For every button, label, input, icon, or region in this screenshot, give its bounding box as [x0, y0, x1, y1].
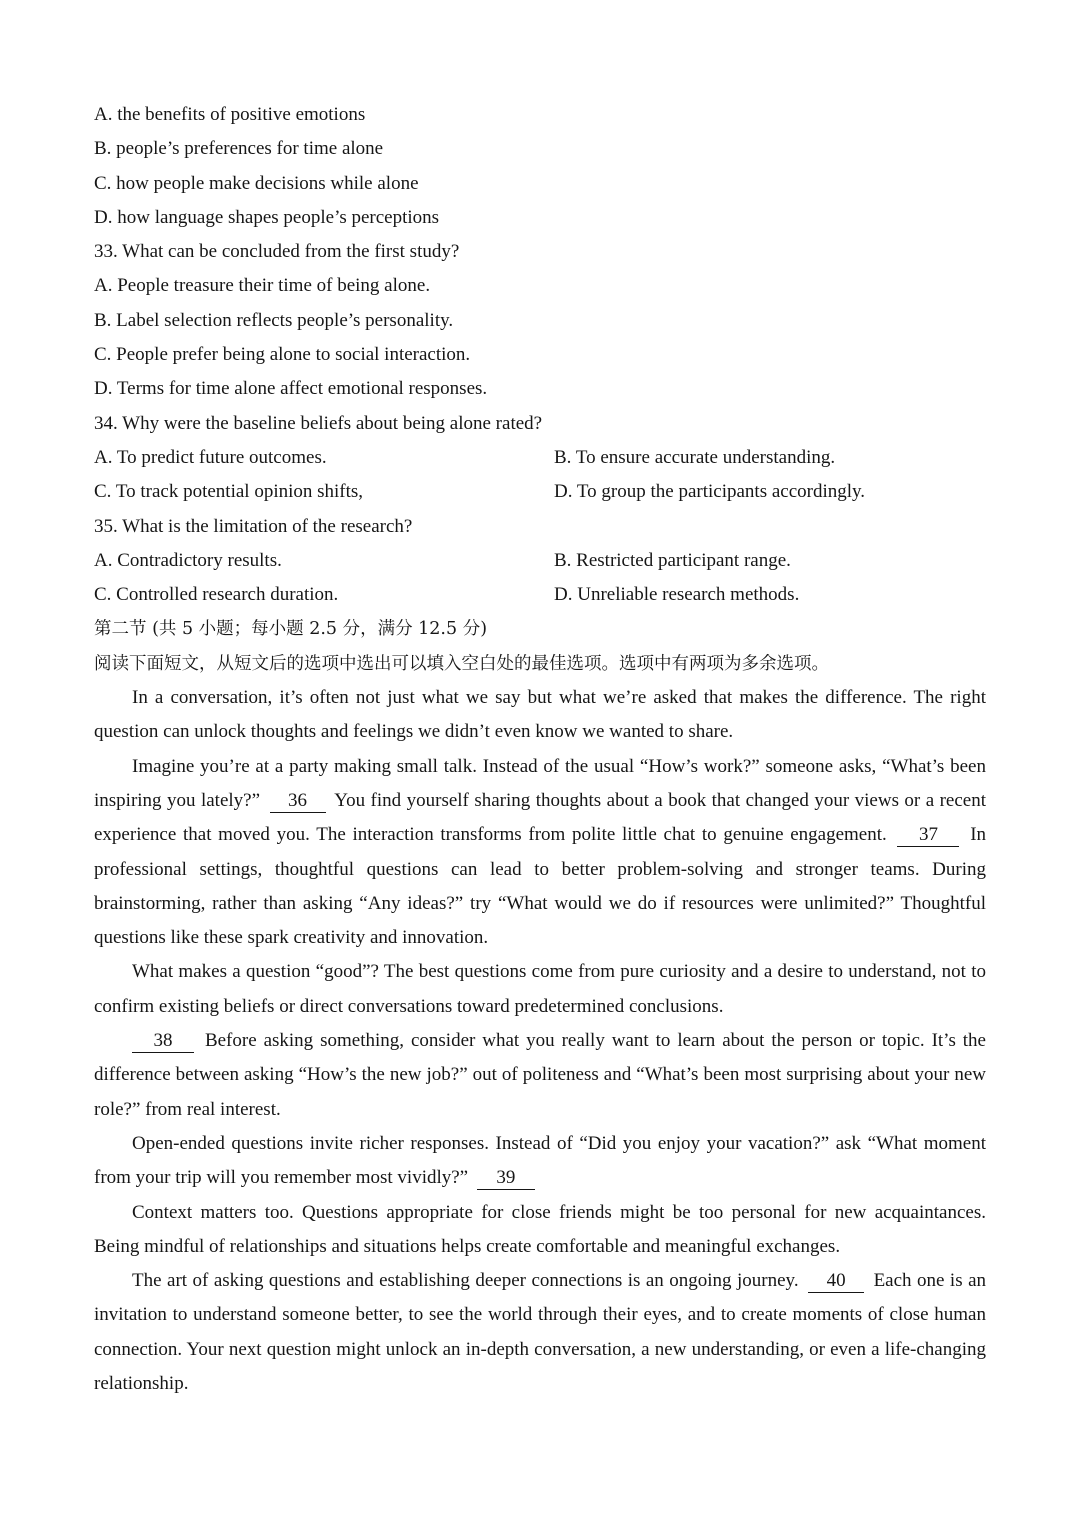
blank-40[interactable]: 40: [808, 1270, 864, 1293]
q34-options-row-1: [94, 441, 986, 475]
passage-p2-text-a: Imagine you’re at a party making small talk. Instead of the usual “How’s work?” someone asks, “What’s been inspiring you lately?”: [94, 755, 986, 811]
q35-stem: 35. What is the limitation of the research?: [94, 515, 413, 537]
passage-p2-text-b: You find yourself sharing thoughts about a book that changed your views or a recent experience that moved you. The interaction transforms from polite little chat to genuine engagement.: [94, 789, 987, 846]
passage-p4-text: Before asking something, consider what you really want to learn about the person or topic. It’s the difference between asking “How’s the new job?” out of politeness and “What’s been most surprising about your new role?” from real interest.: [94, 1030, 986, 1120]
q32-option-d: D. how language shapes people’s perceptions: [94, 206, 440, 228]
blank-39[interactable]: 39: [477, 1167, 535, 1190]
q32-option-c: C. how people make decisions while alone: [94, 172, 419, 194]
q35-options-row-2: [94, 578, 986, 612]
q33-option-b: B. Label selection reflects people’s personality.: [94, 309, 454, 331]
q33-option-a: A. People treasure their time of being alone.: [94, 275, 431, 297]
passage-p2-text-c: In professional settings, thoughtful questions can lead to better problem-solving and stronger teams. During brainstorming, rather than asking “Any ideas?” try “What would we do if resources were unlimited?” Thoughtful questions like these spark creativity and innovation.: [94, 824, 987, 949]
q35-options-row-1: [94, 544, 986, 578]
q33-option-c: C. People prefer being alone to social interaction.: [94, 344, 471, 366]
q34-option-c: C. To track potential opinion shifts,: [94, 481, 364, 503]
q35-option-b: B. Restricted participant range.: [554, 549, 791, 571]
q34-option-b: B. To ensure accurate understanding.: [554, 446, 836, 468]
passage-paragraph-2: [94, 750, 986, 956]
q35-option-a: A. Contradictory results.: [94, 549, 282, 571]
passage-paragraph-7: [94, 1264, 986, 1401]
q33-option-d: D. Terms for time alone affect emotional responses.: [94, 378, 488, 400]
q34-options-row-2: [94, 475, 986, 509]
section-title: 第二节 (共 5 小题；每小题 2.5 分，满分 12.5 分): [94, 619, 488, 640]
blank-36[interactable]: 36: [270, 790, 326, 813]
passage-p5-text: Open-ended questions invite richer responses. Instead of “Did you enjoy your vacation?” ask “What moment from your trip will you remember most vividly?”: [94, 1132, 986, 1189]
blank-38[interactable]: 38: [132, 1030, 194, 1053]
passage-paragraph-4: [94, 1024, 986, 1127]
q34-stem: 34. Why were the baseline beliefs about being alone rated?: [94, 412, 543, 434]
passage-paragraph-5: [94, 1127, 986, 1196]
blank-37[interactable]: 37: [897, 824, 959, 847]
q35-option-d: D. Unreliable research methods.: [554, 584, 800, 606]
passage-paragraph-1: In a conversation, it’s often not just what we say but what we’re asked that makes the difference. The right question can unlock thoughts and feelings we didn’t even know we wanted to share.: [94, 687, 986, 743]
passage-paragraph-6: Context matters too. Questions appropriate for close friends might be too personal for new acquaintances. Being mindful of relationships and situations helps create comfortable and meaningful exchanges.: [94, 1201, 986, 1257]
q32-option-b: B. people’s preferences for time alone: [94, 138, 384, 160]
passage-p7-text-b: Each one is an invitation to understand someone better, to see the world through their eyes, and to create moments of close human connection. Your next question might unlock an in-depth conversation, a new understanding, or even a life-changing relationship.: [94, 1270, 987, 1394]
q34-option-a: A. To predict future outcomes.: [94, 446, 327, 468]
q32-option-a: A. the benefits of positive emotions: [94, 104, 366, 125]
q35-option-c: C. Controlled research duration.: [94, 584, 339, 606]
exam-page: [94, 98, 986, 1401]
q34-option-d: D. To group the participants accordingly.: [554, 481, 866, 503]
q33-stem: 33. What can be concluded from the first study?: [94, 241, 460, 263]
section-instruction: 阅读下面短文，从短文后的选项中选出可以填入空白处的最佳选项。选项中有两项为多余选项。: [94, 653, 829, 674]
passage-paragraph-3: What makes a question “good”? The best questions come from pure curiosity and a desire to understand, not to confirm existing beliefs or direct conversations toward predetermined conclusions.: [94, 961, 986, 1017]
passage-p7-text-a: The art of asking questions and establishing deeper connections is an ongoing journey.: [132, 1270, 799, 1292]
